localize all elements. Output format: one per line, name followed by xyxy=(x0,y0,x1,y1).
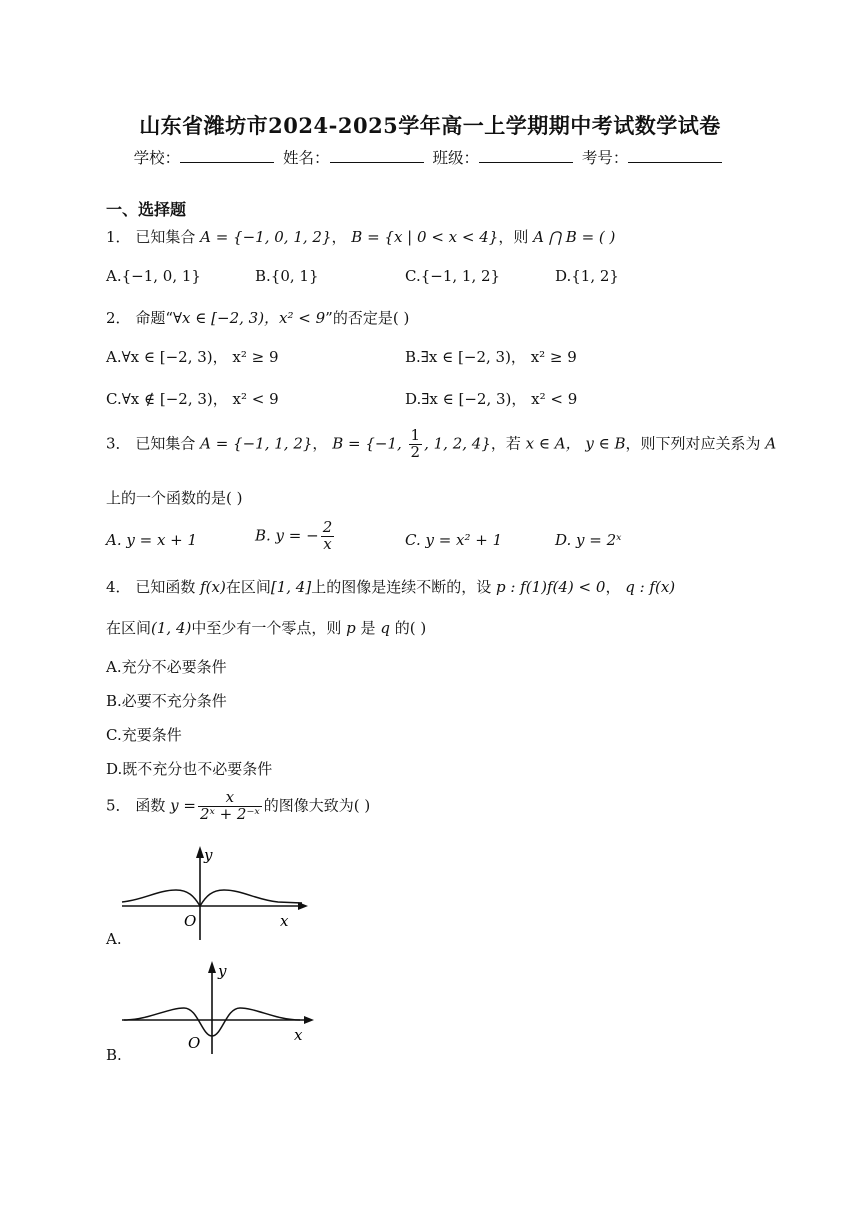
student-info-line xyxy=(0,146,860,168)
q3-half-numerator: 1 xyxy=(410,426,421,444)
section-heading: 一、选择题 xyxy=(106,200,187,219)
q2-text: 命题“ xyxy=(135,309,173,327)
q4-q-var: q xyxy=(380,619,390,637)
q3-option-a[interactable]: A. y = x + 1 xyxy=(106,531,198,549)
origin-label: O xyxy=(184,912,197,930)
q3-option-b-numerator: 2 xyxy=(322,518,333,536)
question-1: 1． 已知集合 A = {−1, 0, 1, 2}， B = {x | 0 < x < 4}，则 A ⋂ B = ( ) xyxy=(106,228,616,246)
q5-y: y = xyxy=(170,796,196,815)
q4-fx: f(x) xyxy=(200,578,226,596)
q5-numerator: x xyxy=(225,788,235,806)
x-axis-label: x xyxy=(280,912,289,930)
q5-denominator: 2ˣ + 2⁻ˣ xyxy=(199,804,260,823)
q3-set-b-start: B = {−1, xyxy=(332,434,407,453)
q3-half-denominator: 2 xyxy=(410,442,421,461)
school-label: 学校： xyxy=(133,149,181,167)
q3-set-b-end: , 1, 2, 4} xyxy=(424,434,491,453)
question-2 xyxy=(106,307,409,328)
q5-fraction xyxy=(198,790,262,823)
exam-title: 山东省潍坊市2024-2025学年高一上学期期中考试数学试卷 xyxy=(139,113,721,138)
question-4 xyxy=(106,576,675,597)
q3-set-a: A = {−1, 1, 2} xyxy=(200,434,313,453)
question-3: 3． 已知集合 A = {−1, 1, 2}， B = {−1, $\frac{1}{2}$ , 1, 2, 4}，若 x ∈ A， y ∈ B，则下列对应关系为 A xyxy=(106,426,777,461)
class-label: 班级： xyxy=(432,149,479,167)
q1-text: 已知集合 xyxy=(135,228,196,246)
q3-option-d[interactable]: D. y = 2ˣ xyxy=(555,531,622,549)
q2-option-a[interactable]: A.∀x ∈ [−2, 3)， x² ≥ 9 xyxy=(106,348,279,366)
q4-text-interval: 在区间 xyxy=(225,578,271,596)
q4-interval2: (1, 4) xyxy=(151,619,192,637)
q4-line2 xyxy=(106,617,426,638)
q3-text: 已知集合 xyxy=(135,434,196,453)
x-axis-label: x xyxy=(294,1026,303,1044)
q4-p-var: p xyxy=(346,619,356,637)
q4-option-d[interactable]: D.既不充分也不必要条件 xyxy=(106,760,273,778)
q2-option-b[interactable]: B.∃x ∈ [−2, 3)， x² ≥ 9 xyxy=(405,348,577,366)
q3-tail-a: A xyxy=(765,434,777,453)
q1-option-b[interactable]: B.{0, 1} xyxy=(255,267,319,285)
q1-option-c[interactable]: C.{−1, 1, 2} xyxy=(405,267,501,285)
y-axis-label: y xyxy=(218,962,227,980)
q1-option-a[interactable]: A.{−1, 0, 1} xyxy=(106,267,201,285)
q1-ask: A ⋂ B = ( ) xyxy=(533,228,616,246)
q3-text-if: ，若 xyxy=(490,434,521,453)
q4-option-b[interactable]: B.必要不充分条件 xyxy=(106,692,227,710)
question-5 xyxy=(106,790,370,823)
q3-half-fraction xyxy=(409,428,423,461)
q5-graph-a[interactable] xyxy=(118,840,318,945)
q4-number: 4． xyxy=(106,578,131,596)
q4-text: 已知函数 xyxy=(135,578,196,596)
q4-line2-a: 在区间 xyxy=(106,619,152,637)
y-axis-label: y xyxy=(204,846,213,864)
q5-option-a[interactable]: A. xyxy=(106,930,122,948)
q2-text-tail: ”的否定是( ) xyxy=(325,309,410,327)
q2-proposition: ∀x ∈ [−2, 3)，x² < 9 xyxy=(173,309,326,327)
q4-sep: ， xyxy=(605,578,621,596)
number-label: 考号： xyxy=(581,149,629,167)
y-axis-arrow-icon xyxy=(208,961,216,973)
q4-line2-d: 的( ) xyxy=(394,619,427,637)
q4-p: p : f(1)f(4) < 0 xyxy=(495,578,606,596)
q4-text-set: 上的图像是连续不断的，设 xyxy=(311,578,492,596)
q3-option-b-fraction xyxy=(321,520,335,553)
q5-option-b[interactable]: B. xyxy=(106,1046,122,1064)
q3-option-b-start: B. y = − xyxy=(255,526,319,545)
q3-option-c[interactable]: C. y = x² + 1 xyxy=(405,531,503,549)
q3-option-b[interactable] xyxy=(255,520,336,553)
q4-option-a[interactable]: A.充分不必要条件 xyxy=(106,658,227,676)
school-blank[interactable] xyxy=(180,148,274,163)
origin-label: O xyxy=(188,1034,201,1052)
number-blank[interactable] xyxy=(628,148,722,163)
q4-q: q : f(x) xyxy=(625,578,676,596)
q3-number: 3． xyxy=(106,434,131,453)
q4-line2-c: 是 xyxy=(360,619,376,637)
q5-text-tail: 的图像大致为( ) xyxy=(263,796,371,815)
name-blank[interactable] xyxy=(330,148,424,163)
q5-text: 函数 xyxy=(135,796,166,815)
q5-graph-b[interactable] xyxy=(118,958,323,1058)
curve-a xyxy=(122,890,302,906)
x-axis-arrow-icon xyxy=(304,1016,314,1024)
q2-option-d[interactable]: D.∃x ∈ [−2, 3)， x² < 9 xyxy=(405,390,578,408)
q4-option-c[interactable]: C.充要条件 xyxy=(106,726,182,744)
q1-set-a: A = {−1, 0, 1, 2} xyxy=(200,228,332,246)
q1-option-d[interactable]: D.{1, 2} xyxy=(555,267,619,285)
q5-number: 5． xyxy=(106,796,131,815)
q3-text-then: ，则下列对应关系为 xyxy=(625,434,761,453)
y-axis-arrow-icon xyxy=(196,846,204,858)
q1-number: 1． xyxy=(106,228,131,246)
q1-set-b: B = {x | 0 < x < 4} xyxy=(351,228,499,246)
class-blank[interactable] xyxy=(479,148,573,163)
q4-interval: [1, 4] xyxy=(270,578,312,596)
name-label: 姓名： xyxy=(283,149,330,167)
q4-line2-b: 中至少有一个零点，则 xyxy=(191,619,342,637)
q2-option-c[interactable]: C.∀x ∉ [−2, 3)， x² < 9 xyxy=(106,390,279,408)
q1-text-then: ，则 xyxy=(498,228,529,246)
q3-line2: 上的一个函数的是( ) xyxy=(106,489,243,507)
q3-condition: x ∈ A， y ∈ B xyxy=(525,434,626,453)
q2-number: 2． xyxy=(106,309,131,327)
q3-option-b-denominator: x xyxy=(321,536,335,553)
